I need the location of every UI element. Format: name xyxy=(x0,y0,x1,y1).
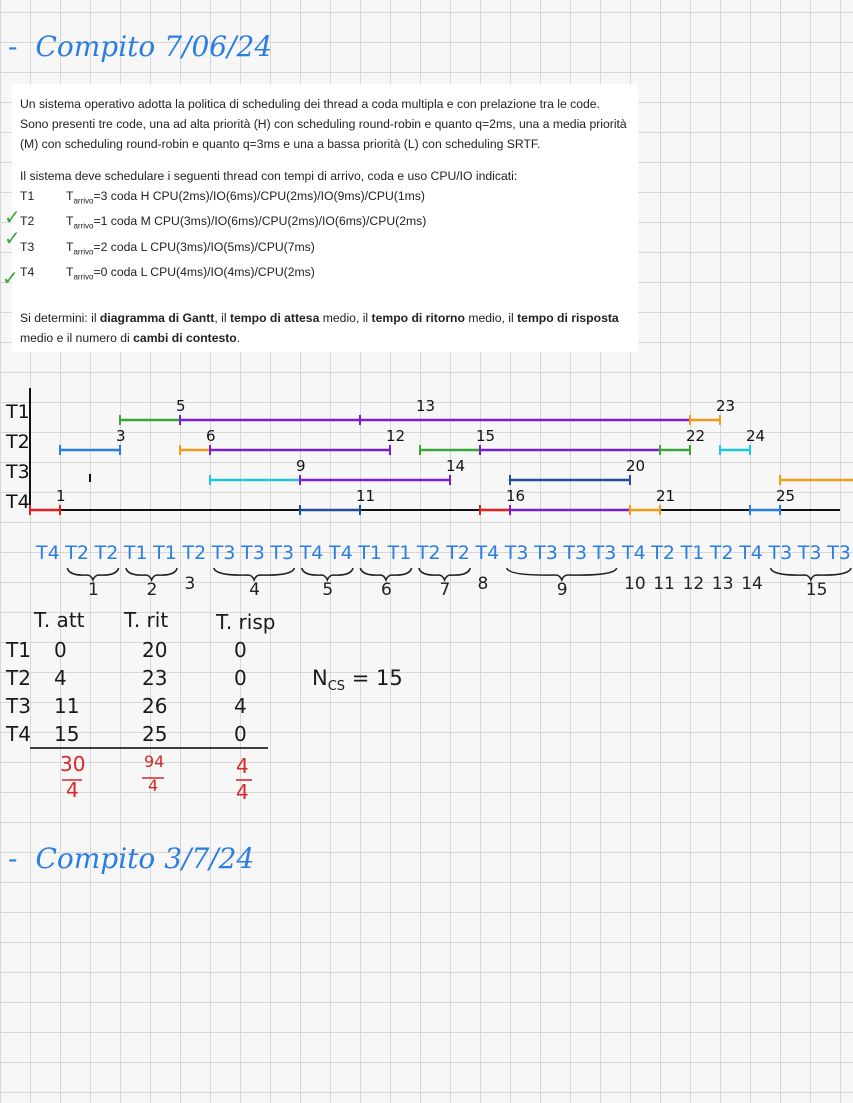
gantt-time-label: 16 xyxy=(506,487,526,505)
group-brace xyxy=(419,568,470,580)
group-number: 7 xyxy=(439,580,451,600)
group-brace xyxy=(507,568,617,580)
timeline-slot: T4 xyxy=(622,542,646,564)
stat-response: 0 xyxy=(234,722,247,746)
exercise-question xyxy=(20,308,630,348)
timeline-slot: T3 xyxy=(827,542,851,564)
thread-spec: $T_{arrivo}=0$ coda L CPU(4ms)/IO(4ms)/CPU(2ms) xyxy=(66,265,315,282)
question-text: Si determini: il xyxy=(20,310,100,325)
thread-row xyxy=(20,186,630,211)
gantt-time-label: 13 xyxy=(416,397,436,415)
question-text: medio e il numero di xyxy=(20,330,134,345)
group-number: 5 xyxy=(322,580,334,600)
timeline-slot: T1 xyxy=(387,542,412,564)
section-heading xyxy=(8,842,254,875)
group-number: 4 xyxy=(249,580,260,600)
stat-turnaround: 26 xyxy=(142,694,168,718)
stat-turnaround: 25 xyxy=(142,722,168,746)
group-brace xyxy=(302,568,353,580)
avg-turnaround-numerator: 94 xyxy=(144,752,165,771)
thread-row xyxy=(20,211,630,236)
group-number: 1 xyxy=(87,580,99,600)
thread-spec: $T_{arrivo}=3$ coda H CPU(2ms)/IO(6ms)/CPU(2ms)/IO(9ms)/CPU(1ms) xyxy=(66,189,425,206)
gantt-time-label: 5 xyxy=(176,397,186,415)
gantt-time-label: 20 xyxy=(626,457,646,475)
timeline-slot: T2 xyxy=(65,542,89,564)
timeline-slot: T4 xyxy=(739,542,763,564)
thread-row xyxy=(20,237,630,262)
gantt-time-label: 23 xyxy=(716,397,736,415)
thread-list xyxy=(20,186,630,288)
group-number: 14 xyxy=(741,574,763,594)
timeline-slot: T3 xyxy=(768,542,793,564)
heading-text: Compito 7/06/24 xyxy=(35,30,273,63)
timeline-slot: T3 xyxy=(241,542,265,564)
group-number: 10 xyxy=(624,574,646,594)
checkmark-icon: ✓ xyxy=(4,205,21,229)
col-header-response: T. risp xyxy=(216,610,276,634)
group-brace xyxy=(214,568,295,580)
question-text: medio, il xyxy=(464,310,518,325)
timeline-slot: T4 xyxy=(475,542,500,564)
heading-dash: - xyxy=(8,842,18,875)
avg-response-denominator: 4 xyxy=(236,780,249,804)
timeline-slot: T2 xyxy=(94,542,119,564)
group-brace xyxy=(67,568,118,580)
group-brace xyxy=(360,568,411,580)
timeline-slot: T1 xyxy=(680,542,705,564)
stat-response: 0 xyxy=(234,638,247,662)
timeline-slot: T1 xyxy=(123,542,148,564)
timeline-slot: T1 xyxy=(358,542,382,564)
timeline-slot: T2 xyxy=(709,542,734,564)
question-bold: diagramma di Gantt xyxy=(99,310,215,325)
stats-table xyxy=(0,608,300,808)
group-number: 6 xyxy=(380,580,392,600)
timeline-slot: T3 xyxy=(504,542,529,564)
gantt-row-label: T1 xyxy=(6,401,30,423)
question-bold: tempo di ritorno xyxy=(371,310,465,325)
gantt-time-label: 12 xyxy=(386,427,406,445)
stat-wait: 15 xyxy=(54,722,80,746)
group-brace xyxy=(126,568,177,580)
group-number: 13 xyxy=(711,574,734,594)
group-number: 3 xyxy=(184,574,196,594)
stat-wait: 4 xyxy=(54,666,67,690)
gantt-time-label: 15 xyxy=(476,427,496,445)
context-switch-count xyxy=(312,666,403,694)
thread-spec: $T_{arrivo}=1$ coda M CPU(3ms)/IO(6ms)/CPU(2ms)/IO(6ms)/CPU(2ms) xyxy=(66,214,427,231)
avg-wait-denominator: 4 xyxy=(66,778,79,802)
thread-name: T1 xyxy=(20,189,35,203)
timeline-slot: T2 xyxy=(651,542,675,564)
timeline-slot: T2 xyxy=(182,542,207,564)
gantt-time-label: 11 xyxy=(356,487,376,505)
col-header-wait: T. att xyxy=(34,608,85,632)
group-number: 8 xyxy=(477,574,489,594)
timeline-slot: T4 xyxy=(36,542,60,564)
gantt-time-label: 21 xyxy=(656,487,676,505)
stat-thread: T2 xyxy=(6,666,31,690)
stat-wait: 11 xyxy=(54,694,80,718)
stat-wait: 0 xyxy=(54,638,67,662)
group-brace xyxy=(771,568,852,580)
heading-text: Compito 3/7/24 xyxy=(35,842,255,875)
group-number: 9 xyxy=(556,580,568,600)
group-number: 2 xyxy=(146,580,158,600)
section-heading xyxy=(8,30,272,63)
gantt-time-label: 1 xyxy=(56,487,66,505)
question-text: , il xyxy=(214,310,230,325)
timeline-slot: T4 xyxy=(299,542,324,564)
thread-row xyxy=(20,262,630,287)
gantt-row-label: T2 xyxy=(6,431,30,453)
timeline-slot: T3 xyxy=(211,542,236,564)
gantt-time-label: 3 xyxy=(116,427,126,445)
thread-spec: $T_{arrivo}=2$ coda L CPU(3ms)/IO(5ms)/CPU(7ms) xyxy=(66,239,315,257)
gantt-time-label: 22 xyxy=(686,427,706,445)
stat-thread: T4 xyxy=(6,722,31,746)
question-bold: tempo di attesa xyxy=(229,310,320,325)
gantt-time-label: 6 xyxy=(206,427,216,445)
timeline-slot: T3 xyxy=(563,542,588,564)
avg-wait-numerator: 30 xyxy=(60,752,86,776)
gantt-row-label: T4 xyxy=(6,491,30,513)
stat-response: 4 xyxy=(234,694,247,718)
checkmark-icon: ✓ xyxy=(4,226,21,250)
ncs-subscript: CS xyxy=(327,679,346,695)
stat-response: 0 xyxy=(234,666,247,690)
col-header-turnaround: T. rit xyxy=(124,608,169,632)
avg-turnaround-denominator: 4 xyxy=(148,776,159,795)
timeline-slot: T1 xyxy=(153,542,177,564)
thread-name: T4 xyxy=(20,265,35,280)
timeline-slot: T2 xyxy=(416,542,441,564)
gantt-time-label: 25 xyxy=(776,487,796,505)
group-number: 15 xyxy=(805,580,828,600)
stat-thread: T3 xyxy=(6,694,31,718)
timeline-slot: T3 xyxy=(592,542,617,564)
timeline-slot: T2 xyxy=(446,542,470,564)
gantt-time-label: 9 xyxy=(296,457,306,475)
stat-thread: T1 xyxy=(6,638,31,662)
heading-dash: - xyxy=(8,30,18,63)
group-number: 11 xyxy=(653,574,675,594)
thread-name: T2 xyxy=(20,214,35,229)
avg-response-numerator: 4 xyxy=(236,754,249,778)
stat-turnaround: 23 xyxy=(142,666,168,690)
exercise-statement xyxy=(12,84,638,352)
question-text: . xyxy=(236,330,241,345)
execution-timeline xyxy=(0,538,853,608)
timeline-braces xyxy=(0,538,853,608)
timeline-slot: T3 xyxy=(270,542,295,564)
group-number: 12 xyxy=(682,574,705,594)
checkmark-icon: ✓ xyxy=(2,266,19,290)
gantt-time-label: 24 xyxy=(746,427,766,445)
thread-list-intro: Il sistema deve schedulare i seguenti thread con tempi di arrivo, coda e uso CPU/IO indicati: xyxy=(20,169,518,183)
ncs-value: = 15 xyxy=(345,666,403,690)
stat-turnaround: 20 xyxy=(142,638,168,662)
timeline-slot: T3 xyxy=(797,542,822,564)
gantt-time-label: 14 xyxy=(446,457,466,475)
exercise-intro: Un sistema operativo adotta la politica di scheduling dei thread a coda multipla e con prelazione tra le code. Sono presenti tre code, una ad alta priorità (H) con scheduling round-robin e quanto q=2ms, una a media priorità (M) con scheduling round-robin e quanto q=3ms e una a bassa priorità (L) con scheduling SRTF. xyxy=(20,97,627,151)
timeline-slot: T3 xyxy=(534,542,558,564)
timeline-slot: T4 xyxy=(329,542,353,564)
thread-name: T3 xyxy=(20,239,35,254)
question-text: medio, il xyxy=(319,310,372,325)
ncs-label: N xyxy=(312,666,328,690)
question-bold: tempo di risposta xyxy=(517,310,619,325)
question-bold: cambi di contesto xyxy=(133,330,237,345)
gantt-chart xyxy=(0,380,853,530)
gantt-row-label: T3 xyxy=(6,461,30,483)
